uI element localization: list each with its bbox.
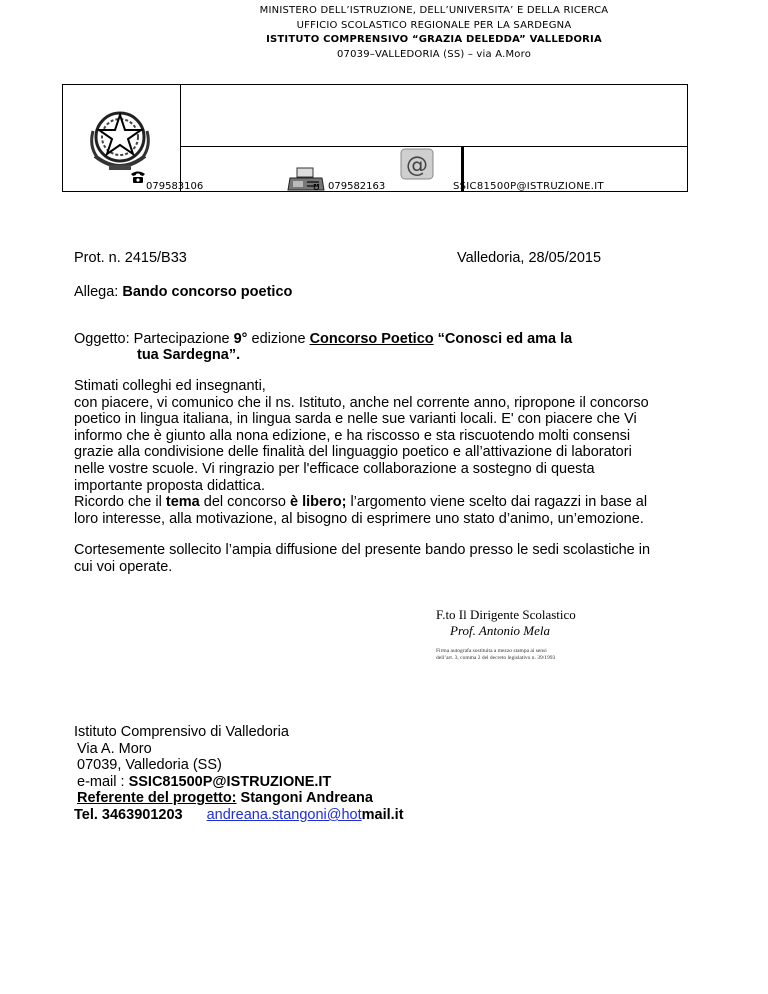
institute-city: 07039, Valledoria (SS)	[77, 757, 222, 774]
edition-word: edizione	[251, 331, 306, 347]
ministry-name: MINISTERO DELL’ISTRUZIONE, DELL’UNIVERSITA’ E DELLA RICERCA	[259, 5, 609, 16]
edition-number: 9°	[233, 331, 248, 347]
protocol-number: Prot. n. 2415/B33	[74, 250, 187, 266]
body-line	[74, 494, 649, 511]
body-line: loro interesse, alla motivazione, al bisogno di esprimere uno stato d’animo, un’emozione.	[74, 510, 644, 527]
emphasis: tema	[165, 494, 200, 511]
email-line	[74, 774, 404, 791]
regional-office: UFFICIO SCOLASTICO REGIONALE PER LA SARDEGNA	[296, 19, 572, 31]
phone-number: 079583106	[146, 181, 204, 192]
greeting: Stimati colleghi ed insegnanti,	[74, 378, 266, 394]
attachment-label: Allega:	[74, 284, 119, 300]
institute-street: Via A. Moro	[77, 740, 152, 757]
school-address: 07039–VALLEDORIA (SS) – via A.Moro	[336, 48, 532, 60]
institute-name: Istituto Comprensivo di Valledoria	[74, 724, 289, 740]
text: del concorso	[203, 494, 286, 511]
referent-name: Stangoni Andreana	[240, 790, 373, 807]
signature-role: F.to Il Dirigente Scolastico	[436, 607, 576, 622]
svg-text:@: @	[406, 153, 428, 178]
signature-note	[436, 648, 555, 661]
subject-line-2	[137, 347, 240, 364]
italian-republic-emblem-icon	[85, 101, 155, 177]
place-date: Valledoria, 28/05/2015	[457, 250, 602, 266]
body-line: importante proposta didattica.	[74, 477, 266, 494]
contest-name: Concorso Poetico	[309, 331, 434, 347]
text: Ricordo che il	[74, 494, 162, 511]
attachment-line	[74, 284, 292, 301]
emblem-cell	[63, 85, 181, 191]
body-line: grazie alla condivisione delle finalità del linguaggio poetico e all’attivazione di laboratori	[74, 444, 632, 461]
body-line: nelle vostre scuole. Vi ringrazio per l'efficace collaborazione a sostegno di questa	[74, 460, 595, 477]
body-line: informo che è giunto alla nona edizione, e ha riscosso e sta riscuotendo molti consensi	[74, 427, 631, 444]
email-value: SSIC81500P@ISTRUZIONE.IT	[128, 773, 332, 790]
body-line: con piacere, vi comunico che il ns. Istituto, anche nel corrente anno, ripropone il concorso	[74, 394, 649, 411]
symbol: ʊ	[313, 180, 320, 193]
referent-email-domain: mail.it	[361, 806, 404, 823]
referent-label: Referente del progetto:	[77, 790, 237, 807]
contest-title: “Conosci ed ama la	[437, 331, 573, 347]
text: l’argomento viene scelto dai ragazzi in base al	[350, 494, 648, 511]
emphasis: è libero;	[290, 494, 347, 511]
school-name: ISTITUTO COMPRENSIVO “GRAZIA DELEDDA” VALLEDORIA	[266, 34, 602, 45]
phone-line	[74, 807, 404, 824]
letterhead-box	[62, 84, 688, 192]
closing-paragraph	[74, 542, 650, 575]
divider	[181, 146, 687, 147]
letterhead-text	[180, 4, 688, 62]
signature-name: Prof. Antonio Mela	[450, 623, 551, 638]
fax-number: 079582163	[328, 181, 386, 192]
email-label: e-mail :	[77, 773, 125, 790]
note-line: Firma autografa sostituita a mezzo stampa ai sensi	[436, 648, 547, 654]
body-paragraph	[74, 378, 649, 527]
signature-block	[436, 607, 576, 639]
subject-label: Oggetto: Partecipazione	[74, 331, 230, 347]
body-line: Cortesemente sollecito l’ampia diffusione del presente bando presso le sedi scolastiche in	[74, 542, 651, 558]
contest-title-end: tua Sardegna”.	[137, 347, 241, 363]
subject-line	[74, 331, 572, 348]
contact-block	[74, 724, 404, 824]
telephone-icon	[130, 170, 146, 184]
referent-email-link[interactable]: andreana.stangoni@hot	[206, 806, 362, 823]
body-line: cui voi operate.	[74, 558, 173, 575]
referent-phone: Tel. 3463901203	[74, 806, 183, 823]
at-sign-icon	[400, 148, 434, 180]
body-line: poetico in lingua italiana, in lingua sarda e nelle sue varianti locali. E' con piacere che Vi	[74, 411, 637, 428]
note-line: dell’art. 3, comma 2 del decreto legislativo n. 39/1993	[436, 654, 556, 661]
referent-line	[74, 790, 404, 807]
attachment-value: Bando concorso poetico	[122, 284, 293, 300]
school-email: SSIC81500P@ISTRUZIONE.IT	[453, 181, 604, 192]
